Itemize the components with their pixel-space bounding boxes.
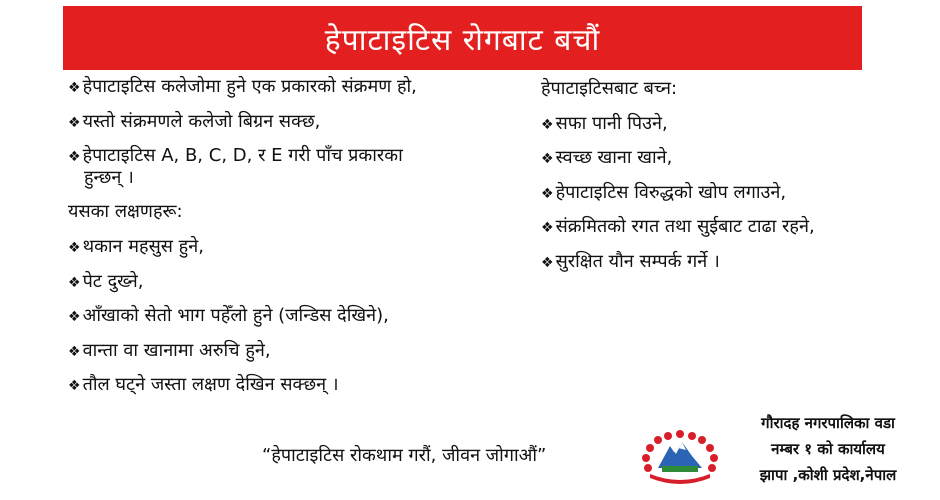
slogan: “हेपाटाइटिस रोकथाम गरौं, जीवन जोगाऔं” bbox=[262, 445, 547, 466]
left-column bbox=[68, 76, 518, 409]
banner-title: हेपाटाइटिस रोगबाट बचौं bbox=[324, 22, 601, 58]
title-banner bbox=[63, 6, 862, 70]
prevention-heading: हेपाटाइटिसबाट बच्न: bbox=[541, 78, 678, 99]
symptom-item: ❖ तौल घट्ने जस्ता लक्षण देखिन सक्छन् । bbox=[68, 374, 339, 396]
symptom-item: ❖ पेट दुख्ने, bbox=[68, 270, 144, 292]
nepal-emblem-icon bbox=[640, 428, 720, 486]
symptoms-heading: यसका लक्षणहरू: bbox=[68, 201, 183, 223]
right-column bbox=[541, 78, 901, 286]
symptom-item: ❖ आँखाको सेतो भाग पहेँलो हुने (जन्डिस देखिने), bbox=[68, 305, 389, 327]
bullet-icon: ❖ bbox=[68, 343, 81, 360]
office-address bbox=[722, 410, 934, 488]
bullet-icon: ❖ bbox=[541, 254, 554, 271]
prevention-item: ❖ स्वच्छ खाना खाने, bbox=[541, 147, 673, 169]
prevention-item: ❖ हेपाटाइटिस विरुद्धको खोप लगाउने, bbox=[541, 181, 787, 203]
office-line: गौरादह नगरपालिका वडा bbox=[761, 414, 895, 432]
bullet-icon: ❖ bbox=[68, 114, 81, 131]
bullet-icon: ❖ bbox=[541, 185, 554, 202]
symptom-item: ❖ वान्ता वा खानामा अरुचि हुने, bbox=[68, 339, 271, 361]
prevention-item: ❖ संक्रमितको रगत तथा सुईबाट टाढा रहने, bbox=[541, 216, 815, 238]
bullet-icon: ❖ bbox=[68, 149, 81, 166]
bullet-icon: ❖ bbox=[541, 220, 554, 237]
bullet-icon: ❖ bbox=[541, 151, 554, 168]
bullet-icon: ❖ bbox=[541, 116, 554, 133]
types-continuation: हुन्छन् । bbox=[84, 166, 134, 188]
prevention-item: ❖ सुरक्षित यौन सम्पर्क गर्ने । bbox=[541, 250, 720, 272]
prevention-item: ❖ सफा पानी पिउने, bbox=[541, 112, 668, 134]
list-item: ❖ हेपाटाइटिस कलेजोमा हुने एक प्रकारको संक्रमण हो, bbox=[68, 76, 417, 97]
list-item-types: ❖ हेपाटाइटिस A, B, C, D, र E गरी पाँच प्रकारका हुन्छन् । bbox=[68, 145, 518, 188]
bullet-icon: ❖ bbox=[68, 80, 81, 96]
bullet-icon: ❖ bbox=[68, 309, 81, 326]
bullet-icon: ❖ bbox=[68, 274, 81, 291]
office-line: नम्बर १ को कार्यालय bbox=[771, 440, 885, 458]
office-line: झापा ,कोशी प्रदेश,नेपाल bbox=[759, 466, 897, 484]
symptom-item: ❖ थकान महसुस हुने, bbox=[68, 235, 204, 257]
bullet-icon: ❖ bbox=[68, 239, 81, 256]
list-item: ❖ यस्तो संक्रमणले कलेजो बिग्रन सक्छ, bbox=[68, 110, 321, 132]
bullet-icon: ❖ bbox=[68, 378, 81, 395]
